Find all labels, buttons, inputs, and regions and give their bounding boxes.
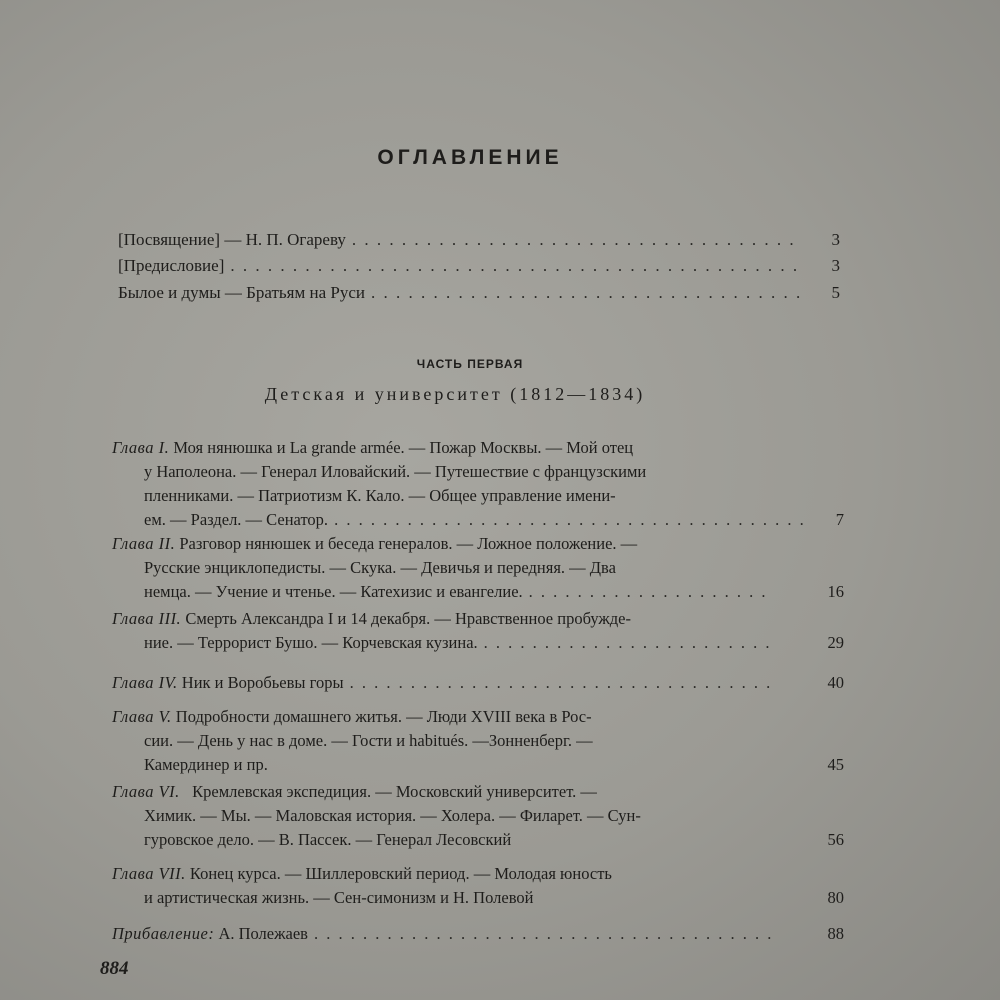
chapter-line: Камердинер и пр. (144, 755, 268, 774)
chapter-line: Конец курса. — Шиллеровский период. — Молодая юность (189, 864, 612, 883)
toc-appendix (112, 922, 842, 946)
toc-chapter-5 (112, 705, 842, 777)
chapter-line: Разговор нянюшек и беседа генералов. — Ложное положение. — (179, 534, 638, 553)
chapter-line: Смерть Александра I и 14 декабря. — Нравственное пробужде- (185, 609, 631, 628)
chapter-line: Подробности домашнего житья. — Люди XVIII века в Рос- (175, 707, 592, 726)
chapter-line: немца. — Учение и чтенье. — Катехизис и евангелие. (144, 582, 523, 601)
chapter-line: ние. — Террорист Бушо. — Корчевская кузина. (144, 633, 478, 652)
chapter-line: Моя нянюшка и La grande armée. — Пожар Москвы. — Мой отец (173, 438, 634, 457)
leader-dots (523, 580, 772, 604)
toc-chapter-4 (112, 671, 842, 695)
entry-page: 5 (831, 283, 840, 302)
part-title: Детская и университет (1812—1834) (264, 384, 646, 404)
chapter-page: 45 (827, 755, 844, 774)
chapter-line: Ник и Воробьевы горы (181, 673, 344, 692)
chapter-label: Глава VII. (112, 864, 186, 883)
entry-text: [Посвящение] — Н. П. Огареву (118, 230, 346, 249)
toc-chapter-7 (112, 862, 842, 910)
chapter-line: Русские энциклопедисты. — Скука. — Девичья и передняя. — Два (144, 558, 616, 577)
toc-chapter-1 (112, 436, 842, 532)
leader-dots (344, 671, 772, 695)
chapter-label: Глава II. (112, 534, 176, 553)
leader-dots (365, 283, 800, 303)
chapter-page: 29 (827, 633, 844, 652)
chapter-label: Глава V. (112, 707, 172, 726)
toc-entry-brothers (118, 283, 840, 303)
leader-dots (346, 230, 800, 250)
entry-page: 3 (831, 230, 840, 249)
toc-chapter-2 (112, 532, 842, 604)
chapter-label: Глава VI. (112, 782, 180, 801)
chapter-page: 7 (835, 510, 844, 529)
page-number: 884 (100, 958, 129, 979)
chapter-line: и артистическая жизнь. — Сен-симонизм и Н. Полевой (144, 888, 534, 907)
entry-page: 3 (831, 256, 840, 275)
chapter-page: 56 (827, 830, 844, 849)
leader-dots (308, 922, 772, 946)
toc-chapter-3 (112, 607, 842, 655)
chapter-line: ем. — Раздел. — Сенатор. (144, 510, 329, 529)
chapter-page: 16 (827, 582, 844, 601)
chapter-line: А. Полежаев (218, 924, 308, 943)
chapter-label: Прибавление: (112, 924, 215, 943)
part-label: ЧАСТЬ ПЕРВАЯ (416, 357, 524, 371)
chapter-line: гуровское дело. — В. Пассек. — Генерал Лесовский (144, 830, 512, 849)
toc-chapter-6 (112, 780, 842, 852)
chapter-page: 40 (827, 673, 844, 692)
leader-dots (328, 508, 804, 532)
entry-text: Былое и думы — Братьям на Руси (118, 283, 365, 302)
chapter-label: Глава I. (112, 438, 170, 457)
leader-dots (478, 631, 772, 655)
leader-dots (224, 256, 800, 276)
chapter-label: Глава IV. (112, 673, 178, 692)
page-title: ОГЛАВЛЕНИЕ (377, 146, 563, 169)
chapter-page: 80 (827, 888, 844, 907)
chapter-line: Кремлевская экспедиция. — Московский университет. — (192, 782, 597, 801)
toc-entry-dedication (118, 230, 840, 250)
chapter-line: у Наполеона. — Генерал Иловайский. — Путешествие с французскими (144, 462, 647, 481)
entry-text: [Предисловие] (118, 256, 225, 275)
chapter-line: сии. — День у нас в доме. — Гости и habitués. —Зонненберг. — (144, 731, 593, 750)
chapter-label: Глава III. (112, 609, 182, 628)
chapter-line: Химик. — Мы. — Маловская история. — Холера. — Филарет. — Сун- (144, 806, 641, 825)
toc-entry-preface (118, 256, 840, 276)
chapter-line: пленниками. — Патриотизм К. Кало. — Общее управление имени- (144, 486, 616, 505)
chapter-page: 88 (827, 924, 844, 943)
